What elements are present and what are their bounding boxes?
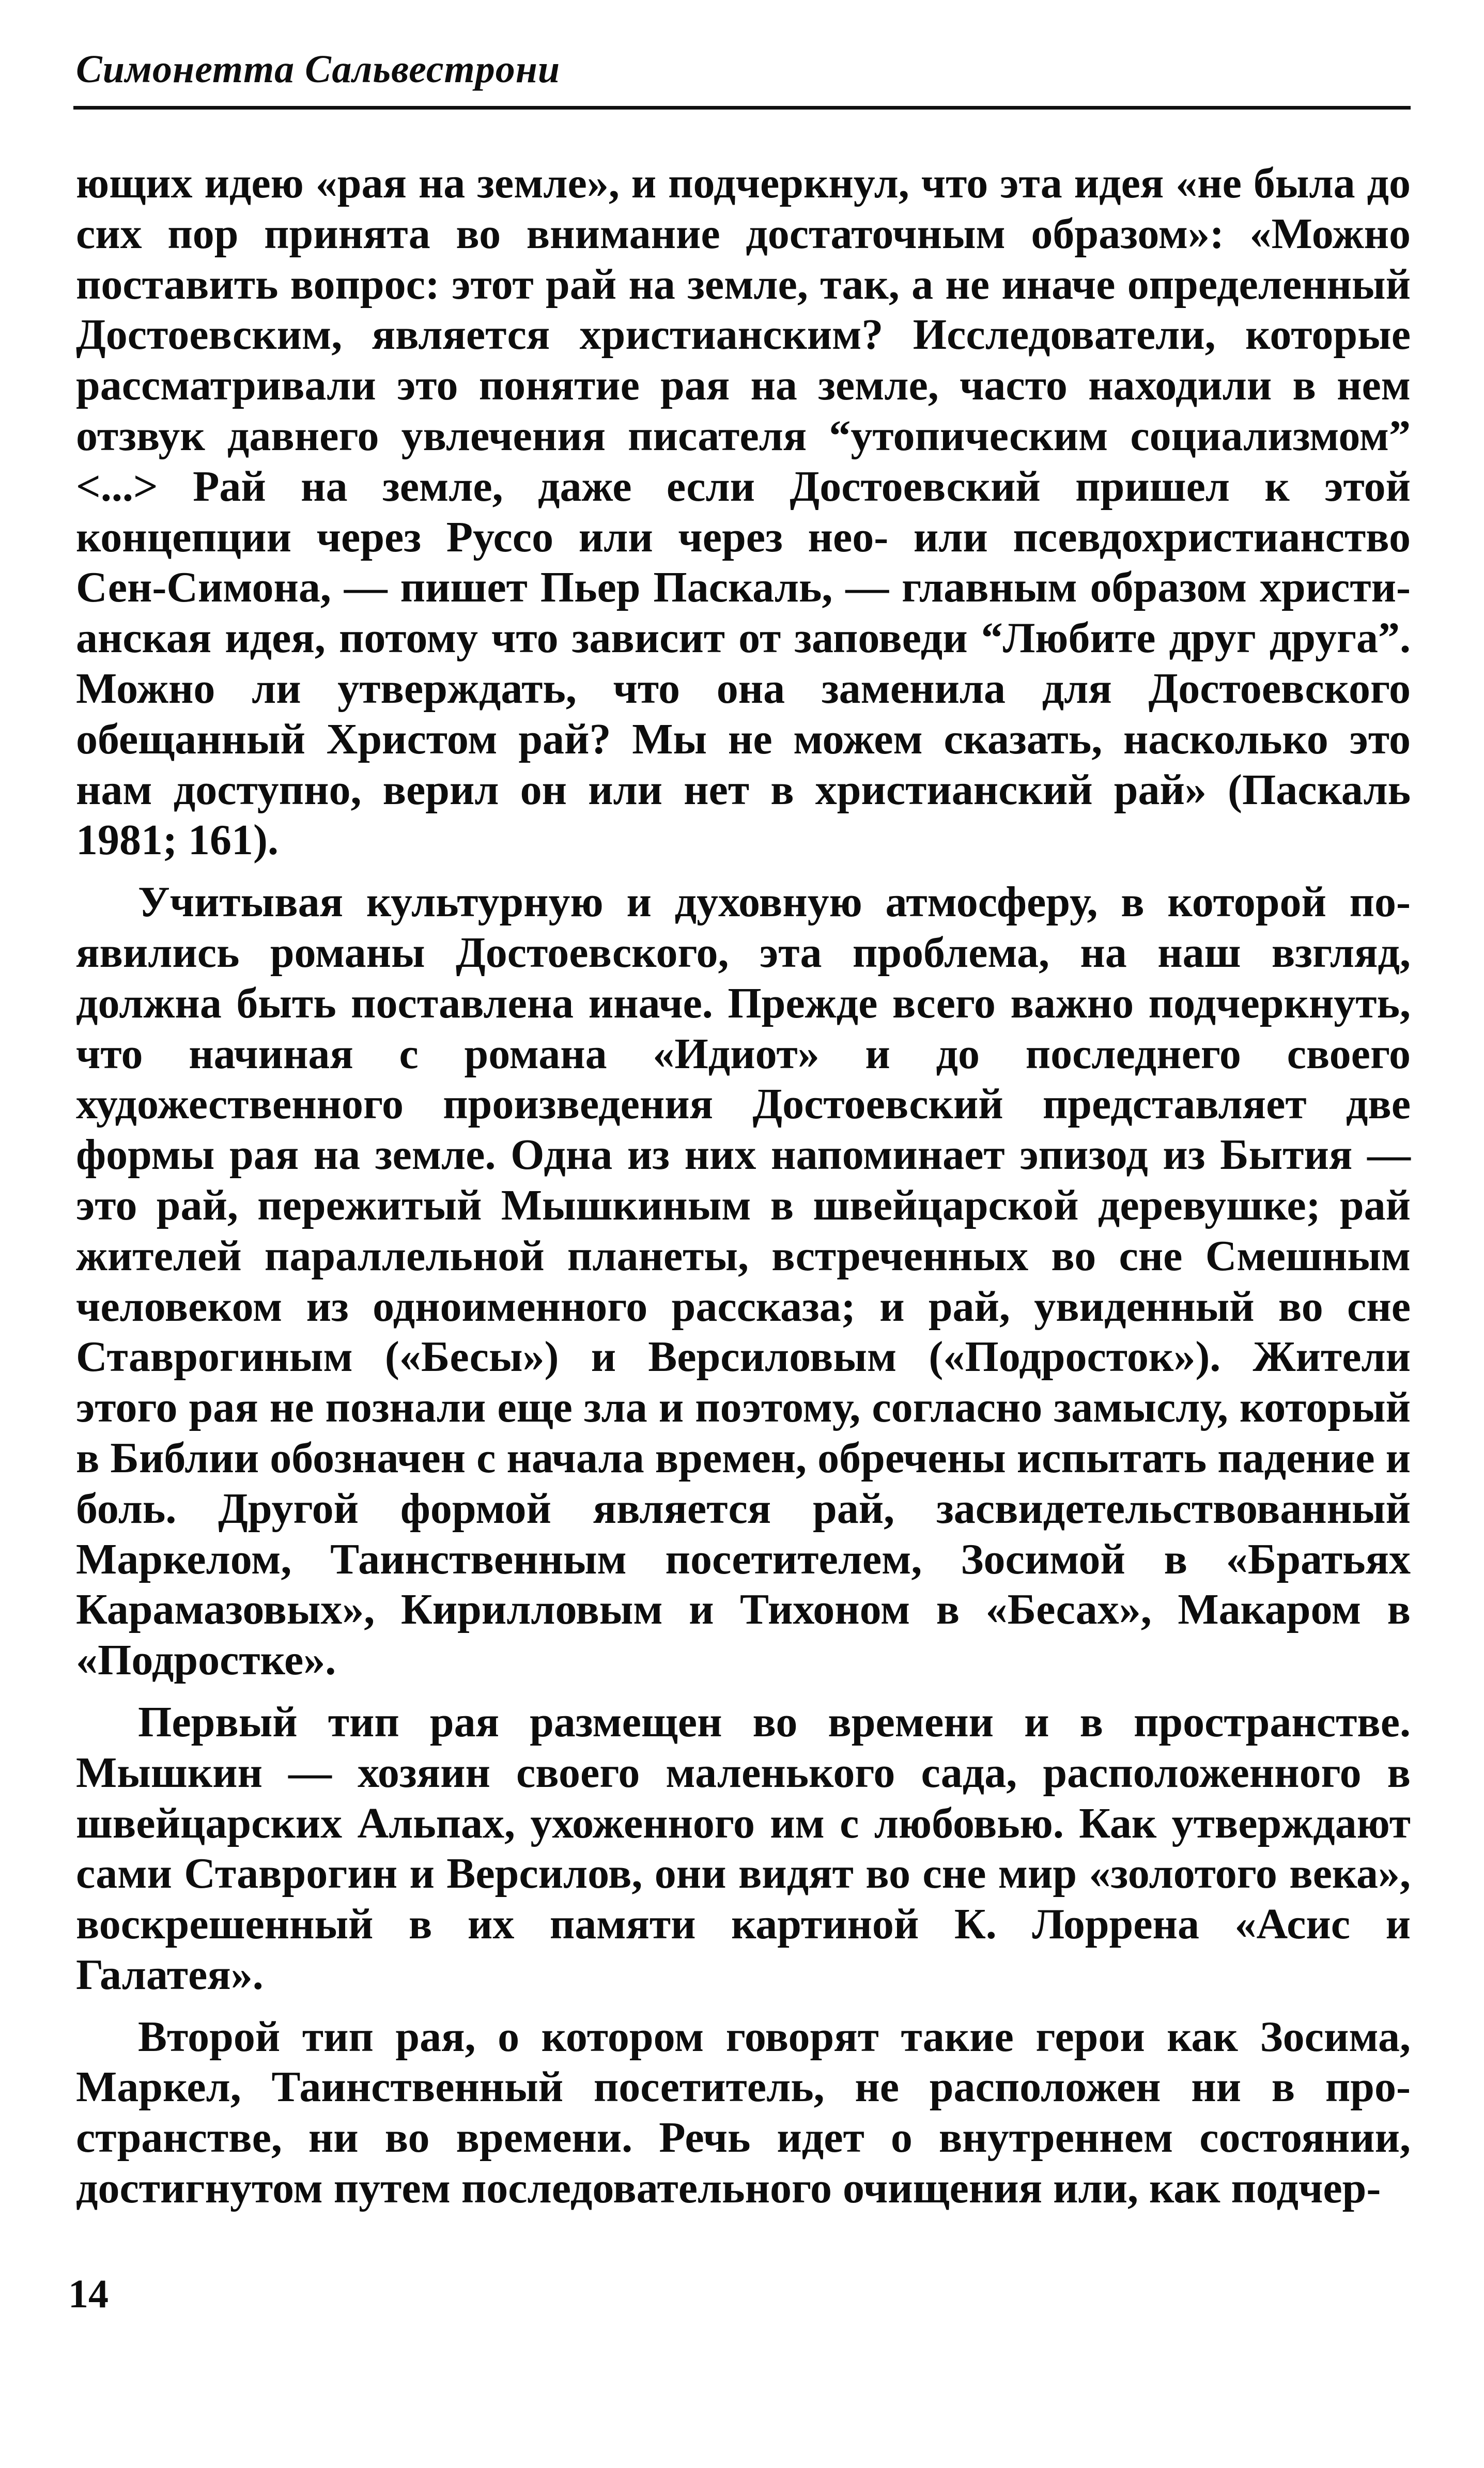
paragraph: Второй тип рая, о котором говорят такие герои как Зосима, Маркел, Таинственный посетитель, не расположен ни в пространстве, ни во времени. Речь идет о внутреннем состоянии, достигнутом путем последовательного очищения или, как подчер- <box>76 2012 1411 2213</box>
header-rule <box>73 106 1411 110</box>
page-number: 14 <box>68 2271 109 2316</box>
paragraph: Первый тип рая размещен во времени и в пространстве. Мышкин — хозяин своего маленького сада, расположенного в швейцарских Альпах, ухоженного им с любовью. Как утверждают сами Ставрогин и Версилов, они видят во сне мир «золотого века», воскрешенный в их памяти картиной К. Лоррена «Асис и Галатея». <box>76 1698 1411 1999</box>
body-text <box>76 158 1411 2225</box>
paragraph: Учитывая культурную и духовную атмосферу, в которой появились романы Достоевского, эта проблема, на наш взгляд, должна быть поставлена иначе. Прежде всего важно подчеркнуть, что начиная с романа «Идиот» и до последнего своего художественного произведения Достоевский представляет две формы рая на земле. Одна из них напоминает эпизод из Бытия — это рай, пережитый Мышкиным в швейцарской деревушке; рай жителей параллельной планеты, встреченных во сне Смешным человеком из одноименного рассказа; и рай, увиденный во сне Ставрогиным («Бесы») и Версиловым («Подросток»). Жители этого рая не познали еще зла и поэтому, согласно замыслу, который в Библии обозначен с начала времен, обречены испытать падение и боль. Другой формой является рай, засвидетельствованный Маркелом, Таинственным посетителем, Зосимой в «Братьях Карамазовых», Кирилловым и Тихоном в «Бесах», Макаром в «Подростке». <box>76 878 1411 1685</box>
paragraph: ющих идею «рая на земле», и подчеркнул, что эта идея «не была до сих пор принята во внимание достаточным образом»: «Можно поставить вопрос: этот рай на земле, так, а не иначе определенный Достоевским, является христианским? Исследователи, которые рассматривали это понятие рая на земле, часто находили в нем отзвук давнего увлечения писателя “утопическим социализмом” <...> Рай на земле, даже если Достоевский пришел к этой концепции через Руссо или через нео- или псевдохристианство Сен-Симона, — пишет Пьер Паскаль, — главным образом христианская идея, потому что зависит от заповеди “Любите друг друга”. Можно ли утверждать, что она заменила для Достоевского обещанный Христом рай? Мы не можем сказать, насколько это нам доступно, верил он или нет в христианский рай» (Паскаль 1981; 161). <box>76 159 1411 865</box>
running-head: Симонетта Сальвестрони <box>76 48 561 91</box>
